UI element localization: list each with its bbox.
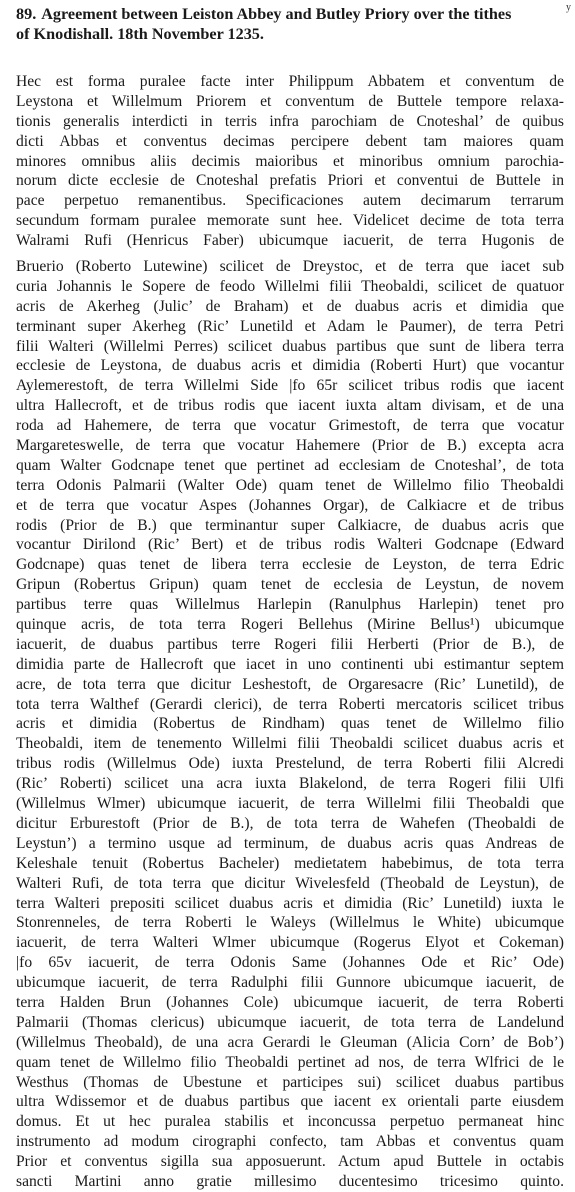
text-line: dicti Abbas et conventus decimas percipere debent tam maiores quam xyxy=(16,132,564,150)
text-line: Godcnape) quas tenet de libera terra ecclesie de Leyston, de terra Edric xyxy=(16,556,564,574)
heading-line-1 xyxy=(16,4,564,24)
text-line: terra Halden Brun (Johannes Cole) ubicumque iacuerit, de terra Roberti xyxy=(16,993,564,1011)
text-line: Gripun (Robertus Gripun) quam tenet de ecclesia de Leystun, de novem xyxy=(16,576,564,594)
text-line: terminant super Akerheg (Ric’ Lunetild et Adam le Paumer), de terra Petri xyxy=(16,317,564,335)
text-line: (Willelmus Wlmer) ubicumque iacuerit, de terra Willelmi filii Theobaldi que xyxy=(16,795,564,813)
text-line: Aylemerestoft, de terra Willelmi Side |fo 65r scilicet tribus rodis que iacent xyxy=(16,377,564,395)
text-line: dicitur Erburestoft (Prior de B.), de tota terra de Wahefen (Theobaldi de xyxy=(16,814,564,832)
text-line: Prior et conventus sigilla sua apposuerunt. Actum apud Buttele in octabis xyxy=(16,1153,564,1171)
text-line: instrumento ad modum cirographi confecto, tam Abbas et conventus quam xyxy=(16,1133,564,1151)
text-line: secundum formam puralee memorate sunt hee. Videlicet decime de tota terra xyxy=(16,212,564,230)
heading-title-part-1: Agreement between Leiston Abbey and Butley Priory over the tithes xyxy=(41,5,512,23)
text-line: Bruerio (Roberto Lutewine) scilicet de Dreystoc, et de terra que iacet sub xyxy=(16,258,564,275)
text-line: acris de Akerheg (Julic’ de Braham) et de duabus acris et dimidia que xyxy=(16,297,564,315)
text-line: et de terra que vocatur Aspes (Johannes Orgar), de Calkiacre et de tribus xyxy=(16,496,564,514)
paragraph-2 xyxy=(16,257,564,1192)
text-line: Leystun’) a termino usque ad terminum, de duabus acris quas Andreas de xyxy=(16,834,564,852)
text-line: tota terra Walthef (Gerardi clerici), de terra Roberti mercatoris scilicet tribus xyxy=(16,695,564,713)
margin-mark: y xyxy=(566,2,571,13)
document-heading xyxy=(16,4,564,44)
text-line: dimidia parte de Hallecroft que iacet in uno continenti ubi estimantur septem xyxy=(16,655,564,673)
text-line: iacuerit, de terra Walteri Wlmer ubicumque (Rogerus Elyot et Cokeman) xyxy=(16,934,564,952)
paragraph-1 xyxy=(16,72,564,251)
text-line: tribus rodis (Willelmus Ode) iuxta Prestelund, de terra Roberti filii Alcredi xyxy=(16,755,564,773)
text-line: acre, de tota terra que dicitur Leshestoft, de Orgaresacre (Ric’ Lunetild), de xyxy=(16,675,564,693)
text-line: roda ad Hahemere, de terra que vocatur Grimestoft, de terra que vocatur xyxy=(16,417,564,435)
entry-number: 89. xyxy=(16,5,37,23)
text-line: Stonrenneles, de terra Roberti le Waleys (Willelmus le White) ubicumque xyxy=(16,914,564,932)
text-line: ubicumque iacuerit, de terra Radulphi filii Gunnore ubicumque iacuerit, de xyxy=(16,974,564,992)
text-line: rodis (Prior de B.) que terminantur super Calkiacre, de duabus acris que xyxy=(16,516,564,534)
text-line: Walteri Rufi, de tota terra que dicitur Wivelesfeld (Theobald de Leystun), de xyxy=(16,874,564,892)
text-line: domus. Et ut hec puralea stabilis et inconcussa perpetuo permaneat hinc xyxy=(16,1113,564,1131)
text-line: Keleshale tenuit (Robertus Bacheler) medietatem habebimus, de tota terra xyxy=(16,854,564,872)
text-line: partibus terre quas Willelmus Harlepin (Ranulphus Harlepin) tenet pro xyxy=(16,596,564,614)
text-line: Margareteswelle, de terra que vocatur Hahemere (Prior de B.) excepta acra xyxy=(16,437,564,455)
text-line: ultra Wdissemor et de duabus partibus que iacent ex orientali parte eiusdem xyxy=(16,1093,564,1111)
text-line: tionis generalis interdicti in terris infra parochiam de Cnoteshal’ de quibus xyxy=(16,112,564,130)
text-line: Leystona et Willelmum Priorem et conventum de Buttele tempore relaxa- xyxy=(16,92,564,110)
text-line: (Willelmus Theobald), de una acra Gerardi le Gleuman (Alicia Corn’ de Bob’) xyxy=(16,1033,564,1051)
text-line: Palmarii (Thomas clericus) ubicumque iacuerit, de tota terra de Landelund xyxy=(16,1013,564,1031)
text-line: Walrami Rufi (Henricus Faber) ubicumque iacuerit, de terra Hugonis de xyxy=(16,232,564,250)
text-line: Westhus (Thomas de Ubestune et participes sui) scilicet duabus partibus xyxy=(16,1073,564,1091)
text-line: acris et dimidia (Robertus de Rindham) quas tenet de Willelmo filio xyxy=(16,715,564,733)
text-line: iacuerit, de duabus partibus terre Rogeri filii Herberti (Prior de B.), de xyxy=(16,635,564,653)
text-line: curia Johannis le Sopere de feodo Willelmi filii Theobaldi, scilicet de quatuor xyxy=(16,277,564,295)
text-line: minores omnibus aliis decimis maioribus et minoribus omnium parochia- xyxy=(16,152,564,170)
text-line: ecclesie de Leystona, de duabus acris et dimidia (Roberti Hurt) que vocantur xyxy=(16,357,564,375)
text-line: terra Walteri prepositi scilicet duabus acris et dimidia (Ric’ Lunetild) iuxta le xyxy=(16,894,564,912)
text-line: quinque acris, de tota terra Rogeri Bellehus (Mirine Bellus¹) ubicumque xyxy=(16,616,564,634)
text-line: quam Walter Godcnape tenet que pertinet ad ecclesiam de Cnoteshal’, de tota xyxy=(16,456,564,474)
text-line: |fo 65v iacuerit, de terra Odonis Same (Johannes Ode et Ric’ Ode) xyxy=(16,954,564,972)
text-line: Theobaldi, item de tenemento Willelmi filii Theobaldi scilicet duabus acris et xyxy=(16,735,564,753)
text-line: pace perpetuo remanentibus. Specificaciones autem decimarum terrarum xyxy=(16,192,564,210)
text-line: sancti Martini anno gratie millesimo ducentesimo tricesimo quinto. xyxy=(16,1172,564,1190)
text-line: terra Odonis Palmarii (Walter Ode) quam tenet de Willelmo filio Theobaldi xyxy=(16,476,564,494)
text-line: quam tenet de Willelmo filio Theobaldi pertinet ad nos, de terra Wlfrici de le xyxy=(16,1053,564,1071)
text-line: ultra Hallecroft, et de tribus rodis que iacent iuxta altam divisam, et de una xyxy=(16,397,564,415)
text-line: (Ric’ Roberti) scilicet una acra iuxta Blakelond, de terra Rogeri filii Ulfi xyxy=(16,775,564,793)
text-line: filii Walteri (Willelmi Perres) scilicet duabus partibus que sunt de libera terra xyxy=(16,337,564,355)
text-line: Hec est forma puralee facte inter Philippum Abbatem et conventum de xyxy=(16,73,564,90)
text-line: norum dicte ecclesie de Cnoteshal prefatis Priori et conventui de Buttele in xyxy=(16,172,564,190)
text-line: vocantur Dirilond (Ric’ Bert) et de tribus rodis Walteri Godcnape (Edward xyxy=(16,536,564,554)
heading-line-2: of Knodishall. 18th November 1235. xyxy=(16,25,264,43)
